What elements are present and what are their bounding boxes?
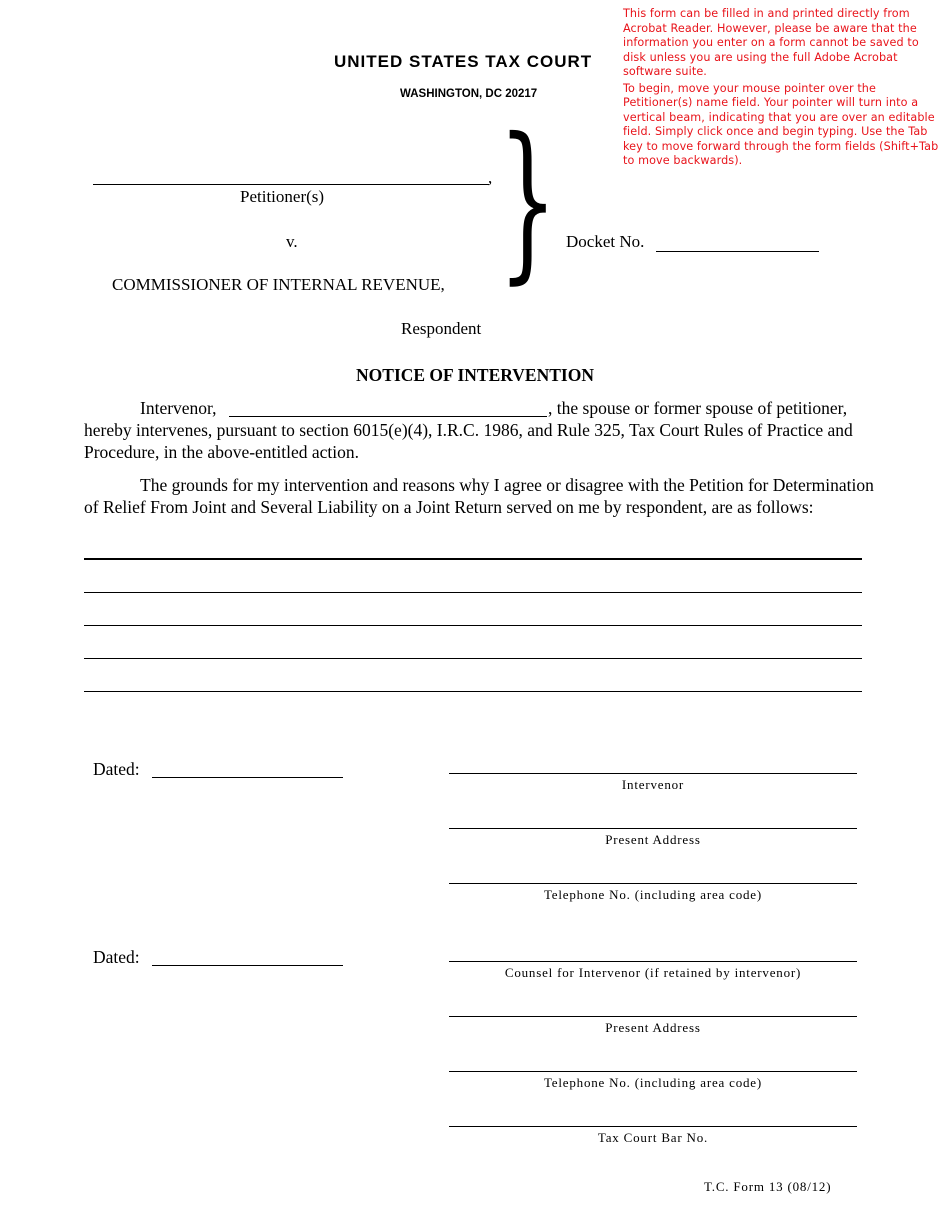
docket-label: Docket No. [566, 232, 645, 251]
counsel-telephone-line [449, 1071, 857, 1072]
intervenor-telephone-label: Telephone No. (including area code) [543, 887, 763, 902]
counsel-address-line [449, 1016, 857, 1017]
dated-label-1: Dated: [93, 759, 140, 779]
bar-number-line [449, 1126, 857, 1127]
commissioner-name: COMMISSIONER OF INTERNAL REVENUE, [112, 275, 445, 294]
intervenor-address-line [449, 828, 857, 829]
grounds-line-1[interactable] [84, 572, 862, 593]
intervenor-address-label: Present Address [605, 832, 701, 847]
counsel-label: Counsel for Intervenor (if retained by intervenor) [504, 965, 802, 980]
bar-number-label: Tax Court Bar No. [597, 1130, 709, 1145]
respondent-label: Respondent [401, 319, 482, 338]
instructions-paragraph-1: This form can be filled in and printed directly from Acrobat Reader. However, please be aware that the information you enter on a form cannot be saved to disk unless you are using the full Adobe Acrobat software suite. [623, 7, 919, 78]
grounds-line-4[interactable] [84, 671, 862, 692]
form-number: T.C. Form 13 (08/12) [704, 1179, 832, 1194]
intervenor-prefix: Intervenor, [140, 398, 217, 418]
intervenes-text: hereby intervenes, pursuant to section 6015(e)(4), I.R.C. 1986, and Rule 325, Tax Court Rules of Practice and Procedure, in the above-entitled action. [84, 420, 853, 462]
petitioner-comma: , [488, 168, 493, 187]
intervenor-suffix: , the spouse or former spouse of petitioner, [548, 398, 848, 418]
intervenor-telephone-line [449, 883, 857, 884]
dated-field-1[interactable] [152, 759, 343, 778]
intervenor-name-field[interactable] [229, 398, 547, 417]
court-location: WASHINGTON, DC 20217 [400, 88, 538, 100]
dated-label-2: Dated: [93, 947, 140, 967]
petitioner-name-field[interactable] [93, 166, 489, 185]
instructions-paragraph-2: To begin, move your mouse pointer over the Petitioner(s) name field. Your pointer will turn into a vertical beam, indicating that you are over an editable field. Simply click once and begin typing. Use the Tab key to move forward through the form fields (Shift+Tab to move backwards). [623, 81, 939, 167]
counsel-address-label: Present Address [605, 1020, 701, 1035]
court-name: UNITED STATES TAX COURT [334, 52, 593, 71]
petitioner-label: Petitioner(s) [240, 187, 325, 206]
docket-number-field[interactable] [656, 233, 819, 252]
intervenor-signature-line [449, 773, 857, 774]
notice-title: NOTICE OF INTERVENTION [356, 365, 594, 385]
versus-text: v. [286, 232, 298, 251]
grounds-text: The grounds for my intervention and reasons why I agree or disagree with the Petition for Determination of Relief From Joint and Several Liability on a Joint Return served on me by respondent, are as follows: [84, 475, 874, 517]
grounds-line-3[interactable] [84, 638, 862, 659]
counsel-telephone-label: Telephone No. (including area code) [543, 1075, 763, 1090]
grounds-top-rule [84, 558, 862, 560]
counsel-signature-line [449, 961, 857, 962]
instructions-block [623, 7, 945, 169]
grounds-line-2[interactable] [84, 605, 862, 626]
intervenor-label: Intervenor [621, 777, 685, 792]
dated-field-2[interactable] [152, 947, 343, 966]
caption-brace: } [498, 102, 558, 300]
